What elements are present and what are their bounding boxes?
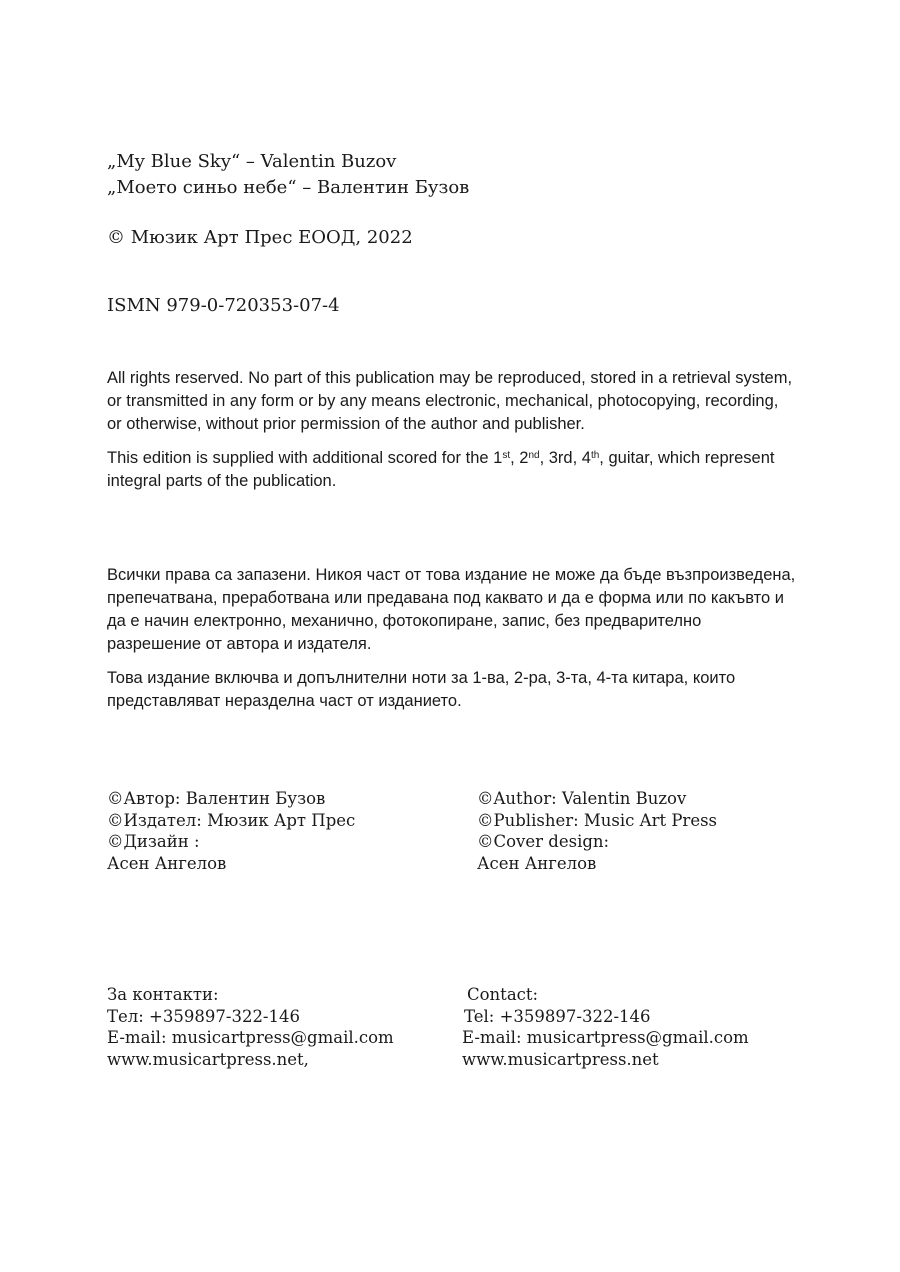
credit-author-bg: ©Автор: Валентин Бузов	[107, 789, 326, 808]
credit-designer-bg: Асен Ангелов	[107, 853, 227, 873]
contacts-label-en: Contact:	[467, 985, 539, 1004]
credit-designer-en: Асен Ангелов	[477, 853, 597, 873]
contacts-english	[462, 984, 749, 1070]
rights-en-paragraph-2	[107, 447, 797, 493]
title-block	[107, 149, 469, 201]
credit-publisher-en: ©Publisher: Music Art Press	[477, 810, 718, 830]
credit-publisher-bg: ©Издател: Мюзик Арт Прес	[107, 810, 356, 830]
contacts-website-bg: www.musicartpress.net,	[107, 1049, 309, 1069]
ordinal-st: st	[502, 450, 511, 461]
ismn-line	[107, 293, 340, 319]
contacts-phone-bg: Тел: +359897-322-146	[107, 1006, 301, 1026]
contacts-bulgarian	[107, 984, 394, 1070]
rights-bulgarian	[107, 564, 797, 713]
credit-design-bg: ©Дизайн :	[107, 832, 200, 851]
contacts-email-bg: E-mail: musicartpress@gmail.com	[107, 1028, 394, 1047]
contacts-website-en: www.musicartpress.net	[462, 1049, 659, 1069]
ordinal-nd: nd	[528, 450, 540, 461]
copyright-text: © Мюзик Арт Прес ЕООД, 2022	[107, 227, 413, 248]
credits-english	[477, 788, 717, 874]
rights-en-p2-mid1: , 2	[510, 449, 529, 467]
copyright-line	[107, 225, 413, 251]
title-en: „My Blue Sky“ – Valentin Buzov	[107, 151, 397, 172]
ordinal-th: th	[590, 450, 600, 461]
credit-design-en: ©Cover design:	[477, 832, 610, 851]
contacts-phone-en: Tel: +359897-322-146	[464, 1006, 651, 1026]
rights-bg-paragraph-2: Това издание включва и допълнителни ноти за 1-ва, 2-ра, 3-та, 4-та китара, които представляват неразделна част от изданието.	[107, 669, 736, 710]
rights-bg-paragraph-1: Всички права са запазени. Никоя част от това издание не може да бъде възпроизведена, препечатвана, преработвана или предавана под каквато и да е форма или по какъвто и да е начин електронно, механично, фотокопиране, запис, без предварително разрешение от автора и издателя.	[107, 566, 796, 653]
rights-en-p2-before: This edition is supplied with additional scored for the 1	[107, 449, 503, 467]
title-bg: „Моето синьо небе“ – Валентин Бузов	[107, 177, 470, 198]
contacts-email-en: E-mail: musicartpress@gmail.com	[462, 1028, 749, 1047]
rights-english	[107, 367, 797, 493]
rights-en-p2-after: , guitar, which represent integral parts of the publication.	[107, 449, 775, 490]
ismn-text: ISMN 979-0-720353-07-4	[107, 295, 340, 316]
contacts-label-bg: За контакти:	[107, 985, 219, 1004]
credits-bulgarian	[107, 788, 355, 874]
rights-en-p2-mid2: , 3rd, 4	[539, 449, 591, 467]
credit-author-en: ©Author: Valentin Buzov	[477, 789, 687, 808]
rights-en-paragraph-1: All rights reserved. No part of this publication may be reproduced, stored in a retrieval system, or transmitted in any form or by any means electronic, mechanical, photocopying, recording, or otherwise, without prior permission of the author and publisher.	[107, 369, 793, 433]
